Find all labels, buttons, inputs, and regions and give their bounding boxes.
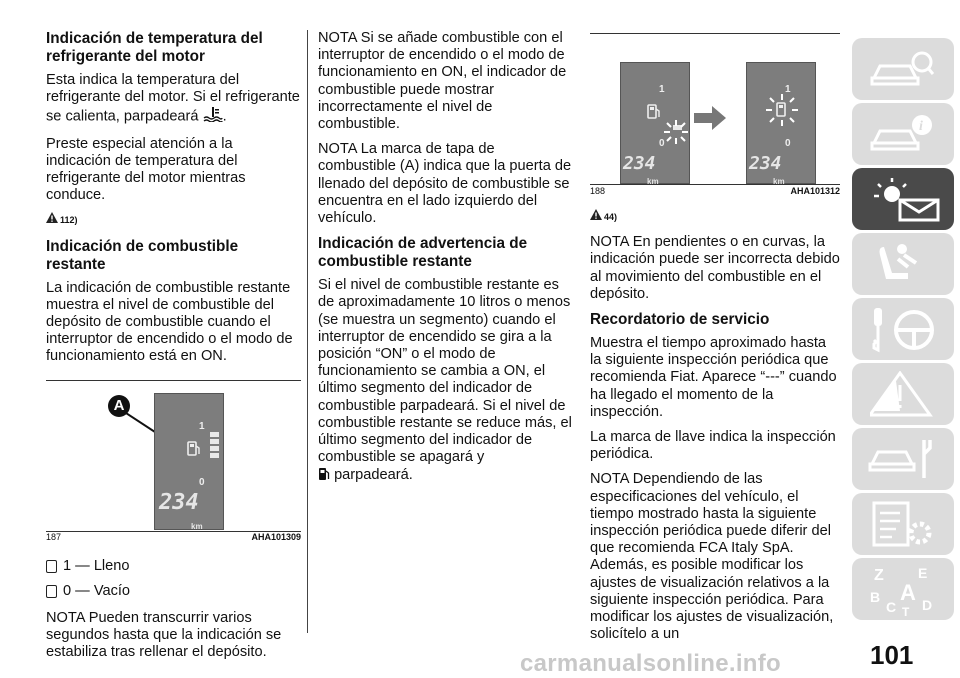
gauge-empty-label: 0 [199,476,205,488]
svg-text:Z: Z [874,567,884,584]
car-search-icon [870,48,934,95]
sidebar-tab-8[interactable] [852,493,954,555]
figure-caption [46,529,301,546]
note-refuel-on: NOTA Si se añade combustible con el interruptor de encendido o el modo de funcionamiento en ON, el indicador de combustible puede mostrar incorrectamente el nivel de combustible. [318,30,567,133]
coolant-temp-icon [203,106,223,127]
fuel-note-refill: NOTA Pueden transcurrir varios segundos hasta que la indicación se estabiliza tras rellenar el depósito. [46,610,282,661]
bullet-icon [46,560,57,573]
figure-number: 187 [46,532,62,543]
coolant-text: Esta indica la temperatura del refrigerante del motor. Si el refrigerante se calienta, parpadeará . [46,72,301,128]
spec-list-gear-icon [870,501,936,552]
sidebar-tab-7[interactable] [852,428,954,490]
odometer-unit: km [647,177,659,186]
heading-fuel-warning: Indicación de advertencia de combustible restante [318,235,528,271]
odometer-unit: km [191,521,203,531]
fuel-gauge-before [620,62,690,184]
gauge-empty-label: 0 [785,138,791,149]
sidebar-tab-6[interactable] [852,363,954,425]
sidebar-tab-3[interactable] [852,168,954,230]
fuel-warning-text: Si el nivel de combustible restante es de aproximadamente 10 litros o menos (se muestra un segmento) cuando el interruptor de encendido se gira a la posición “ON” o el modo de funcionamiento se cambia a ON, el último segmento del indicador de combustible parpadeará. Si el nivel de combustible restante se reduce más, el último segmento del indicador de combustible se apagará y parpadeará. [318,277,574,486]
svg-text:A: A [900,580,916,605]
svg-text:T: T [902,605,910,616]
fuel-pump-icon [647,103,661,124]
watermark: carmanualsonline.info [520,650,782,677]
column-divider [307,30,308,633]
transition-arrow-icon [694,106,726,135]
service-text: Muestra el tiempo aproximado hasta la siguiente inspección periódica que recomienda Fiat. Aparece “---” cuando ha llegado el momento de la inspección. [590,335,837,420]
fuel-text: La indicación de combustible restante muestra el nivel de combustible del depósito de combustible cuando el interruptor de encendido o el modo de funcionamiento está en ON. [46,279,293,365]
gauge-empty-label: 0 [659,138,665,149]
fuel-pump-icon [187,440,201,461]
service-note: NOTA Dependiendo de las especificaciones del vehículo, el tiempo mostrado hasta la siguiente inspección periódica puede diferir del que recomienda FCA Italy SpA. Además, es posible modificar los ajustes de visualización relativos a la siguiente inspección periódica. Para modificar los ajustes de visualización, solicítelo a un [590,471,834,643]
sidebar-tab-2[interactable] [852,103,954,165]
page-number: 101 [870,640,914,670]
odometer-unit: km [773,177,785,186]
fuel-segments [210,432,219,460]
note-fuel-cap: NOTA La marca de tapa de combustible (A) indica que la puerta de llenado del depósito de combustible se encuentra en el lado izquierdo del vehículo. [318,141,572,227]
warning-ref-44: 44) [590,209,840,226]
coolant-attention-text: Preste especial atención a la indicación de temperatura del refrigerante del motor mientras conduce. [46,135,246,204]
gauge-full-label: 1 [659,84,665,95]
warning-light-message-icon [870,176,940,227]
bullet-icon [46,585,57,598]
sidebar-tab-5[interactable] [852,298,954,360]
note-slope: NOTA En pendientes o en curvas, la indicación puede ser incorrecta debido al movimiento del combustible en el depósito. [590,234,840,302]
callout-a: A [108,395,130,417]
heading-coolant: Indicación de temperatura del refrigerante del motor [46,30,263,65]
figure-caption [590,183,840,200]
car-tools-icon [868,436,938,487]
bullet-full: 1 — Lleno [46,558,301,575]
svg-text:i: i [919,119,923,134]
bullet-empty: 0 — Vacío [46,583,301,600]
blink-rays-icon [765,93,799,132]
warning-triangle-icon [590,209,602,226]
odometer-value: 234 [159,489,199,515]
svg-text:C: C [886,599,897,615]
blink-rays-icon [663,119,689,150]
road-warning-icon [870,371,936,422]
column-3 [590,33,840,651]
fuel-gauge-after [746,62,816,184]
fuel-pump-icon [318,466,330,486]
figure-code: AHA101309 [251,532,301,543]
svg-text:E: E [918,565,928,581]
figure-187 [46,380,301,543]
figure-number: 188 [590,185,606,196]
wrench-text: La marca de llave indica la inspección periódica. [590,429,836,463]
svg-text:D: D [922,597,933,613]
car-info-icon [870,113,934,160]
warning-triangle-icon [46,212,58,229]
figure-code: AHA101312 [790,185,840,196]
seat-airbag-icon [874,241,934,292]
column-1 [46,30,301,670]
fuel-gauge-display [154,393,224,530]
odometer-value: 234 [749,153,782,174]
gauge-full-label: 1 [785,84,791,95]
column-2 [318,30,574,495]
odometer-value: 234 [623,153,656,174]
sidebar-tab-9[interactable] [852,558,954,620]
heading-fuel: Indicación de combustible restante [46,237,239,273]
svg-text:B: B [870,589,881,605]
figure-188 [590,33,840,196]
gauge-full-label: 1 [199,420,205,432]
key-steering-icon [866,304,942,359]
alphabet-index-icon [870,562,940,621]
sidebar-tab-4[interactable] [852,233,954,295]
heading-service-reminder: Recordatorio de servicio [590,311,770,329]
sidebar-tab-1[interactable] [852,38,954,100]
warning-ref-112: 112) [46,212,301,229]
